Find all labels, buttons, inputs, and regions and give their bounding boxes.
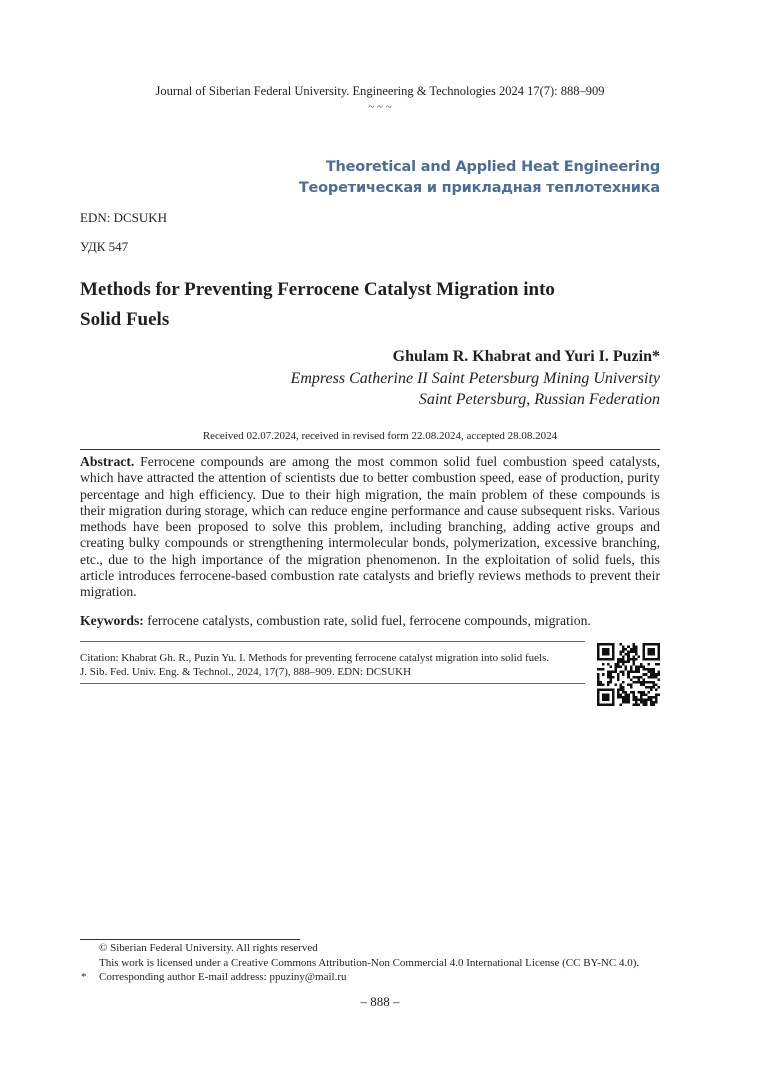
received-dates: Received 02.07.2024, received in revised form 22.08.2024, accepted 28.08.2024 — [202, 430, 558, 442]
affiliation-line-2: Saint Petersburg, Russian Federation — [418, 391, 660, 408]
qr-code-icon — [597, 643, 660, 706]
section-title-en: Theoretical and Applied Heat Engineering — [325, 159, 660, 175]
keywords-text: ferrocene catalysts, combustion rate, solid fuel, ferrocene compounds, migration. — [147, 613, 591, 628]
affiliation-line-1: Empress Catherine II Saint Petersburg Mining University — [290, 370, 660, 387]
citation — [80, 652, 590, 679]
license: This work is licensed under a Creative Commons Attribution-Non Commercial 4.0 International License (CC BY-NC 4.0). — [99, 957, 640, 969]
citation-line-2: J. Sib. Fed. Univ. Eng. & Technol., 2024, 17(7), 888–909. EDN: DCSUKH — [80, 665, 412, 678]
citation-bottom-rule — [80, 683, 585, 684]
udk-code: УДК 547 — [80, 239, 129, 254]
abstract-text: Ferrocene compounds are among the most common solid fuel combustion speed catalysts, which have attracted the attention of scientists due to better combustion speed, ease of production, purity percentage and high efficiency. Due to their high migration, the main problem of these compounds is their migration during storage, which can reduce engine performance and cause subsequent risks. Various methods have been proposed to solve this problem, including branching, adding active groups and creating bulky compounds or strengthening intermolecular bonds, polymerization, excessive branching, etc., due to the high importance of the migration phenomenon. In the exploitation of solid fuels, this article introduces ferrocene-based combustion rate catalysts and briefly reviews methods to prevent their migration. — [80, 454, 660, 600]
citation-line-1: Citation: Khabrat Gh. R., Puzin Yu. I. Methods for preventing ferrocene catalyst migration into solid fuels. — [80, 652, 550, 664]
footnote-rule — [80, 939, 300, 940]
copyright: © Siberian Federal University. All rights reserved — [99, 942, 318, 954]
edn-code: EDN: DCSUKH — [80, 210, 168, 225]
abstract-label: Abstract. — [80, 454, 135, 469]
keywords-label: Keywords: — [80, 613, 144, 628]
authors: Ghulam R. Khabrat and Yuri I. Puzin* — [392, 348, 660, 365]
footnote-star: * — [81, 971, 87, 983]
corresponding-author: Corresponding author E-mail address: ppuziny@mail.ru — [99, 971, 347, 983]
journal-header: Journal of Siberian Federal University. Engineering & Technologies 2024 17(7): 888–909 — [155, 84, 605, 98]
page-number: – 888 – — [360, 994, 400, 1009]
section-title-ru: Теоретическая и прикладная теплотехника — [298, 180, 660, 196]
abstract — [80, 454, 660, 601]
keywords — [80, 613, 660, 629]
header-separator: ~ ~ ~ — [368, 101, 392, 113]
divider — [80, 449, 660, 450]
article-title: Methods for Preventing Ferrocene Catalyst Migration into Solid Fuels — [80, 279, 555, 330]
citation-top-rule — [80, 641, 585, 642]
